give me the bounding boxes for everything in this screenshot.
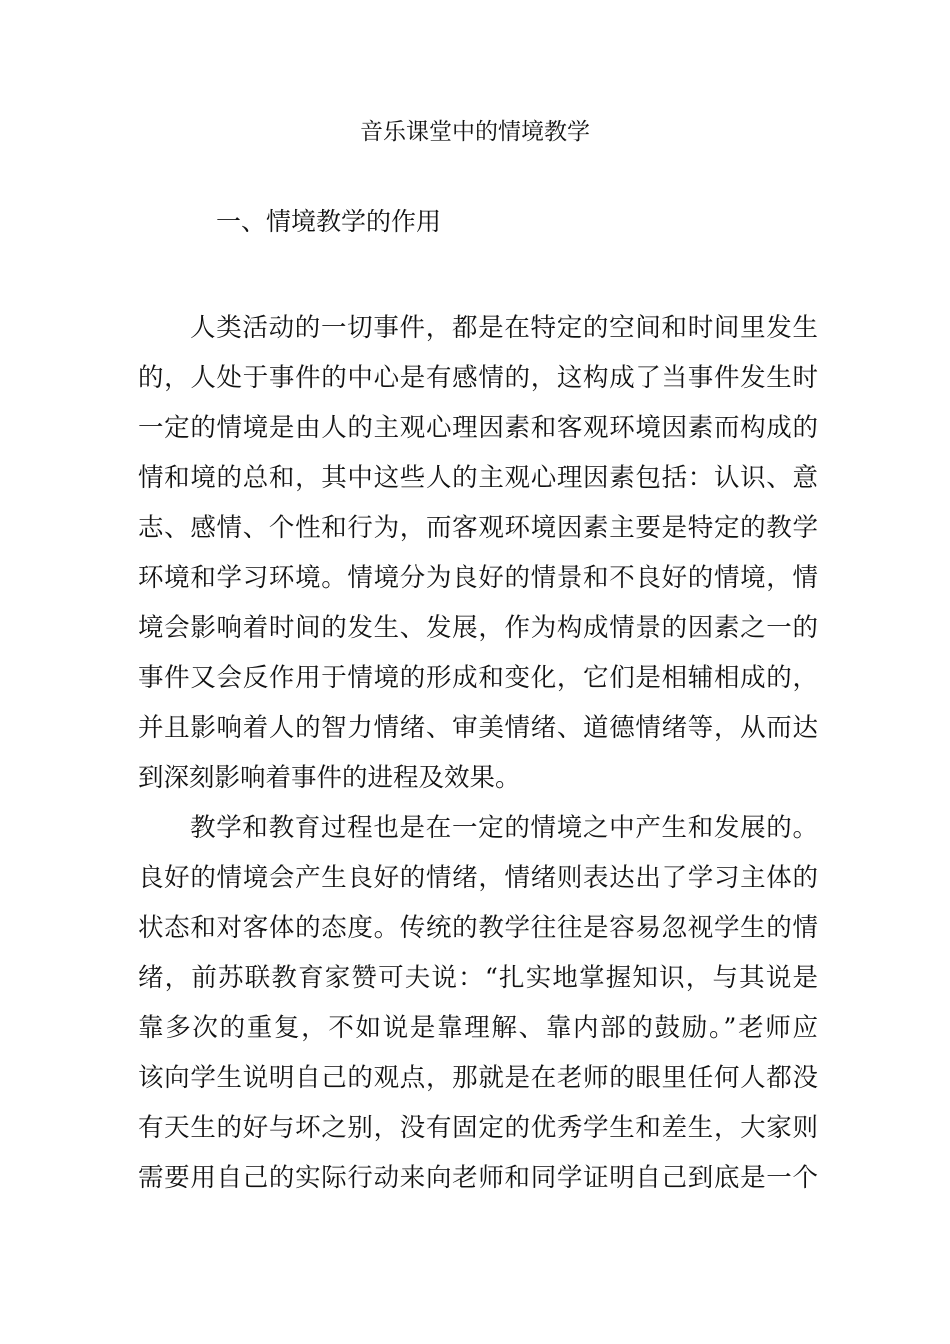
text-line: 环境和学习环境。情境分为良好的情景和不良好的情境，情 [138,563,818,593]
text-line: 一定的情境是由人的主观心理因素和客观环境因素而构成的 [138,413,818,443]
section-heading: 一、情境教学的作用 [216,207,442,236]
document-body [138,303,818,1203]
paragraph-1 [138,303,818,803]
text-line: 教学和教育过程也是在一定的情境之中产生和发展的。 [190,813,818,843]
text-line: 志、感情、个性和行为，而客观环境因素主要是特定的教学 [138,513,818,543]
text-line: 事件又会反作用于情境的形成和变化，它们是相辅相成的， [138,663,818,693]
text-line: 靠多次的重复，不如说是靠理解、靠内部的鼓励。”老师应 [138,1013,818,1043]
text-line: 状态和对客体的态度。传统的教学往往是容易忽视学生的情 [138,913,818,943]
text-line: 并且影响着人的智力情绪、审美情绪、道德情绪等，从而达 [138,713,818,743]
text-line: 有天生的好与坏之别，没有固定的优秀学生和差生，大家则 [138,1113,818,1143]
text-line: 需要用自己的实际行动来向老师和同学证明自己到底是一个 [138,1163,818,1193]
text-line: 良好的情境会产生良好的情绪，情绪则表达出了学习主体的 [138,863,818,893]
text-line: 绪，前苏联教育家赞可夫说：“扎实地掌握知识，与其说是 [138,963,818,993]
text-line: 到深刻影响着事件的进程及效果。 [138,763,521,793]
paragraph-2 [138,803,818,1203]
document-title: 音乐课堂中的情境教学 [360,119,590,145]
text-line: 境会影响着时间的发生、发展，作为构成情景的因素之一的 [138,613,818,643]
text-line: 情和境的总和，其中这些人的主观心理因素包括：认识、意 [138,463,818,493]
text-line: 该向学生说明自己的观点，那就是在老师的眼里任何人都没 [138,1063,818,1093]
text-line: 人类活动的一切事件，都是在特定的空间和时间里发生 [190,313,818,343]
text-line: 的，人处于事件的中心是有感情的，这构成了当事件发生时 [138,363,818,393]
